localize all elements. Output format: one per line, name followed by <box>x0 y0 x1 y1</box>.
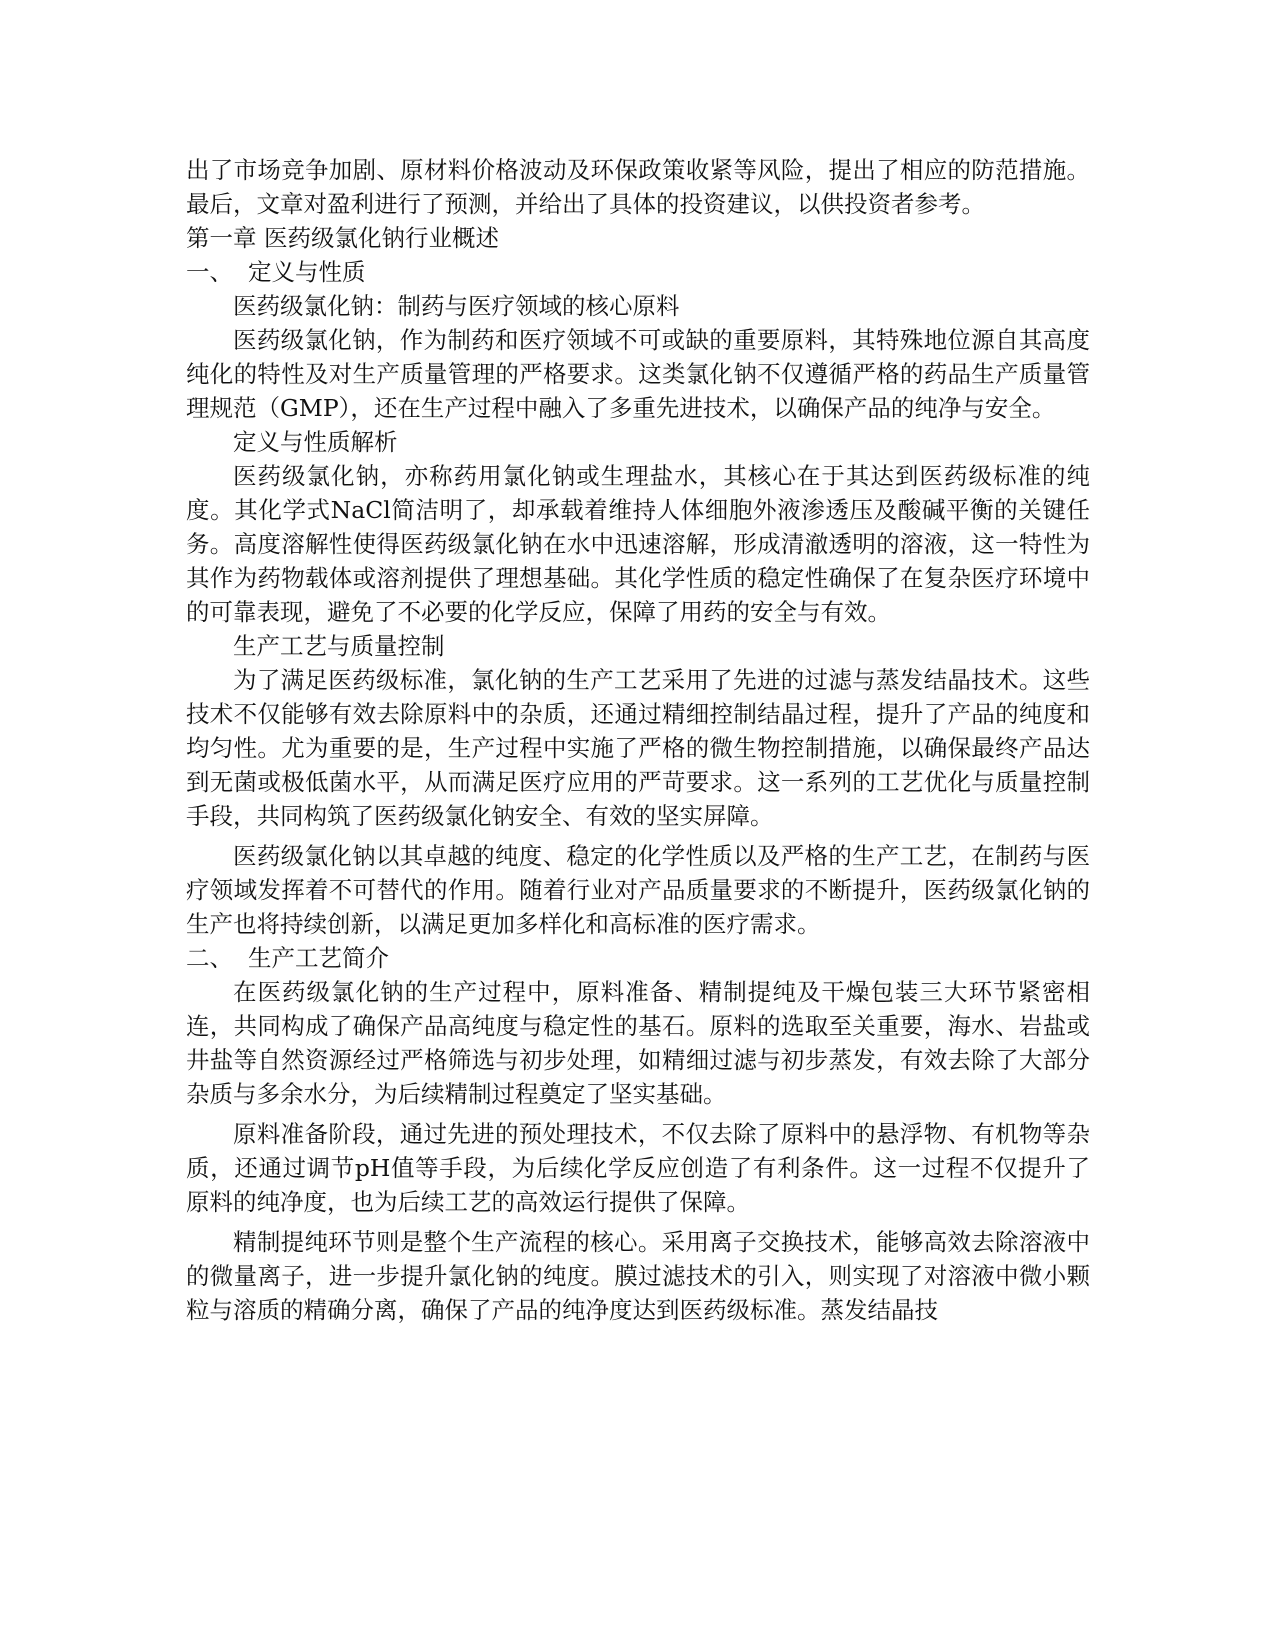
subheading-core-material: 医药级氯化钠：制药与医疗领域的核心原料 <box>233 292 680 320</box>
paragraph-process-quality: 为了满足医药级标准，氯化钠的生产工艺采用了先进的过滤与蒸发结晶技术。这些技术不仅能够有效去除原料中的杂质，还通过精细控制结晶过程，提升了产品的纯度和均匀性。尤为重要的是，生产过程中实施了严格的微生物控制措施，以确保最终产品达到无菌或极低菌水平，从而满足医疗应用的严苛要求。这一系列的工艺优化与质量控制手段，共同构筑了医药级氯化钠安全、有效的坚实屏障。 <box>186 666 1090 830</box>
paragraph-overview: 医药级氯化钠，作为制药和医疗领域不可或缺的重要原料，其特殊地位源自其高度纯化的特性及对生产质量管理的严格要求。这类氯化钠不仅遵循严格的药品生产质量管理规范（GMP），还在生产过程中融入了多重先进技术，以确保产品的纯净与安全。 <box>186 326 1090 422</box>
section-title-process: 二、 生产工艺简介 <box>186 944 389 972</box>
paragraph-purification: 精制提纯环节则是整个生产流程的核心。采用离子交换技术，能够高效去除溶液中的微量离子，进一步提升氯化钠的纯度。膜过滤技术的引入，则实现了对溶液中微小颗粒与溶质的精确分离，确保了产品的纯净度达到医药级标准。蒸发结晶技 <box>186 1228 1090 1324</box>
paragraph-summary: 医药级氯化钠以其卓越的纯度、稳定的化学性质以及严格的生产工艺，在制药与医疗领域发挥着不可替代的作用。随着行业对产品质量要求的不断提升，医药级氯化钠的生产也将持续创新，以满足更加多样化和高标准的医疗需求。 <box>186 842 1090 938</box>
section-title-definition: 一、 定义与性质 <box>186 258 366 286</box>
paragraph-process-overview: 在医药级氯化钠的生产过程中，原料准备、精制提纯及干燥包装三大环节紧密相连，共同构成了确保产品高纯度与稳定性的基石。原料的选取至关重要，海水、岩盐或井盐等自然资源经过严格筛选与初步处理，如精细过滤与初步蒸发，有效去除了大部分杂质与多余水分，为后续精制过程奠定了坚实基础。 <box>186 978 1090 1108</box>
subheading-definition-analysis: 定义与性质解析 <box>233 428 398 456</box>
document-page <box>186 153 1090 1327</box>
paragraph-definition: 医药级氯化钠，亦称药用氯化钠或生理盐水，其核心在于其达到医药级标准的纯度。其化学式NaCl简洁明了，却承载着维持人体细胞外液渗透压及酸碱平衡的关键任务。高度溶解性使得医药级氯化钠在水中迅速溶解，形成清澈透明的溶液，这一特性为其作为药物载体或溶剂提供了理想基础。其化学性质的稳定性确保了在复杂医疗环境中的可靠表现，避免了不必要的化学反应，保障了用药的安全与有效。 <box>186 462 1090 626</box>
intro-paragraph: 出了市场竞争加剧、原材料价格波动及环保政策收紧等风险，提出了相应的防范措施。最后，文章对盈利进行了预测，并给出了具体的投资建议，以供投资者参考。 <box>186 156 1090 218</box>
subheading-process-quality: 生产工艺与质量控制 <box>233 632 445 660</box>
paragraph-raw-material: 原料准备阶段，通过先进的预处理技术，不仅去除了原料中的悬浮物、有机物等杂质，还通过调节pH值等手段，为后续化学反应创造了有利条件。这一过程不仅提升了原料的纯净度，也为后续工艺的高效运行提供了保障。 <box>186 1120 1090 1216</box>
chapter-title: 第一章 医药级氯化钠行业概述 <box>186 224 499 252</box>
